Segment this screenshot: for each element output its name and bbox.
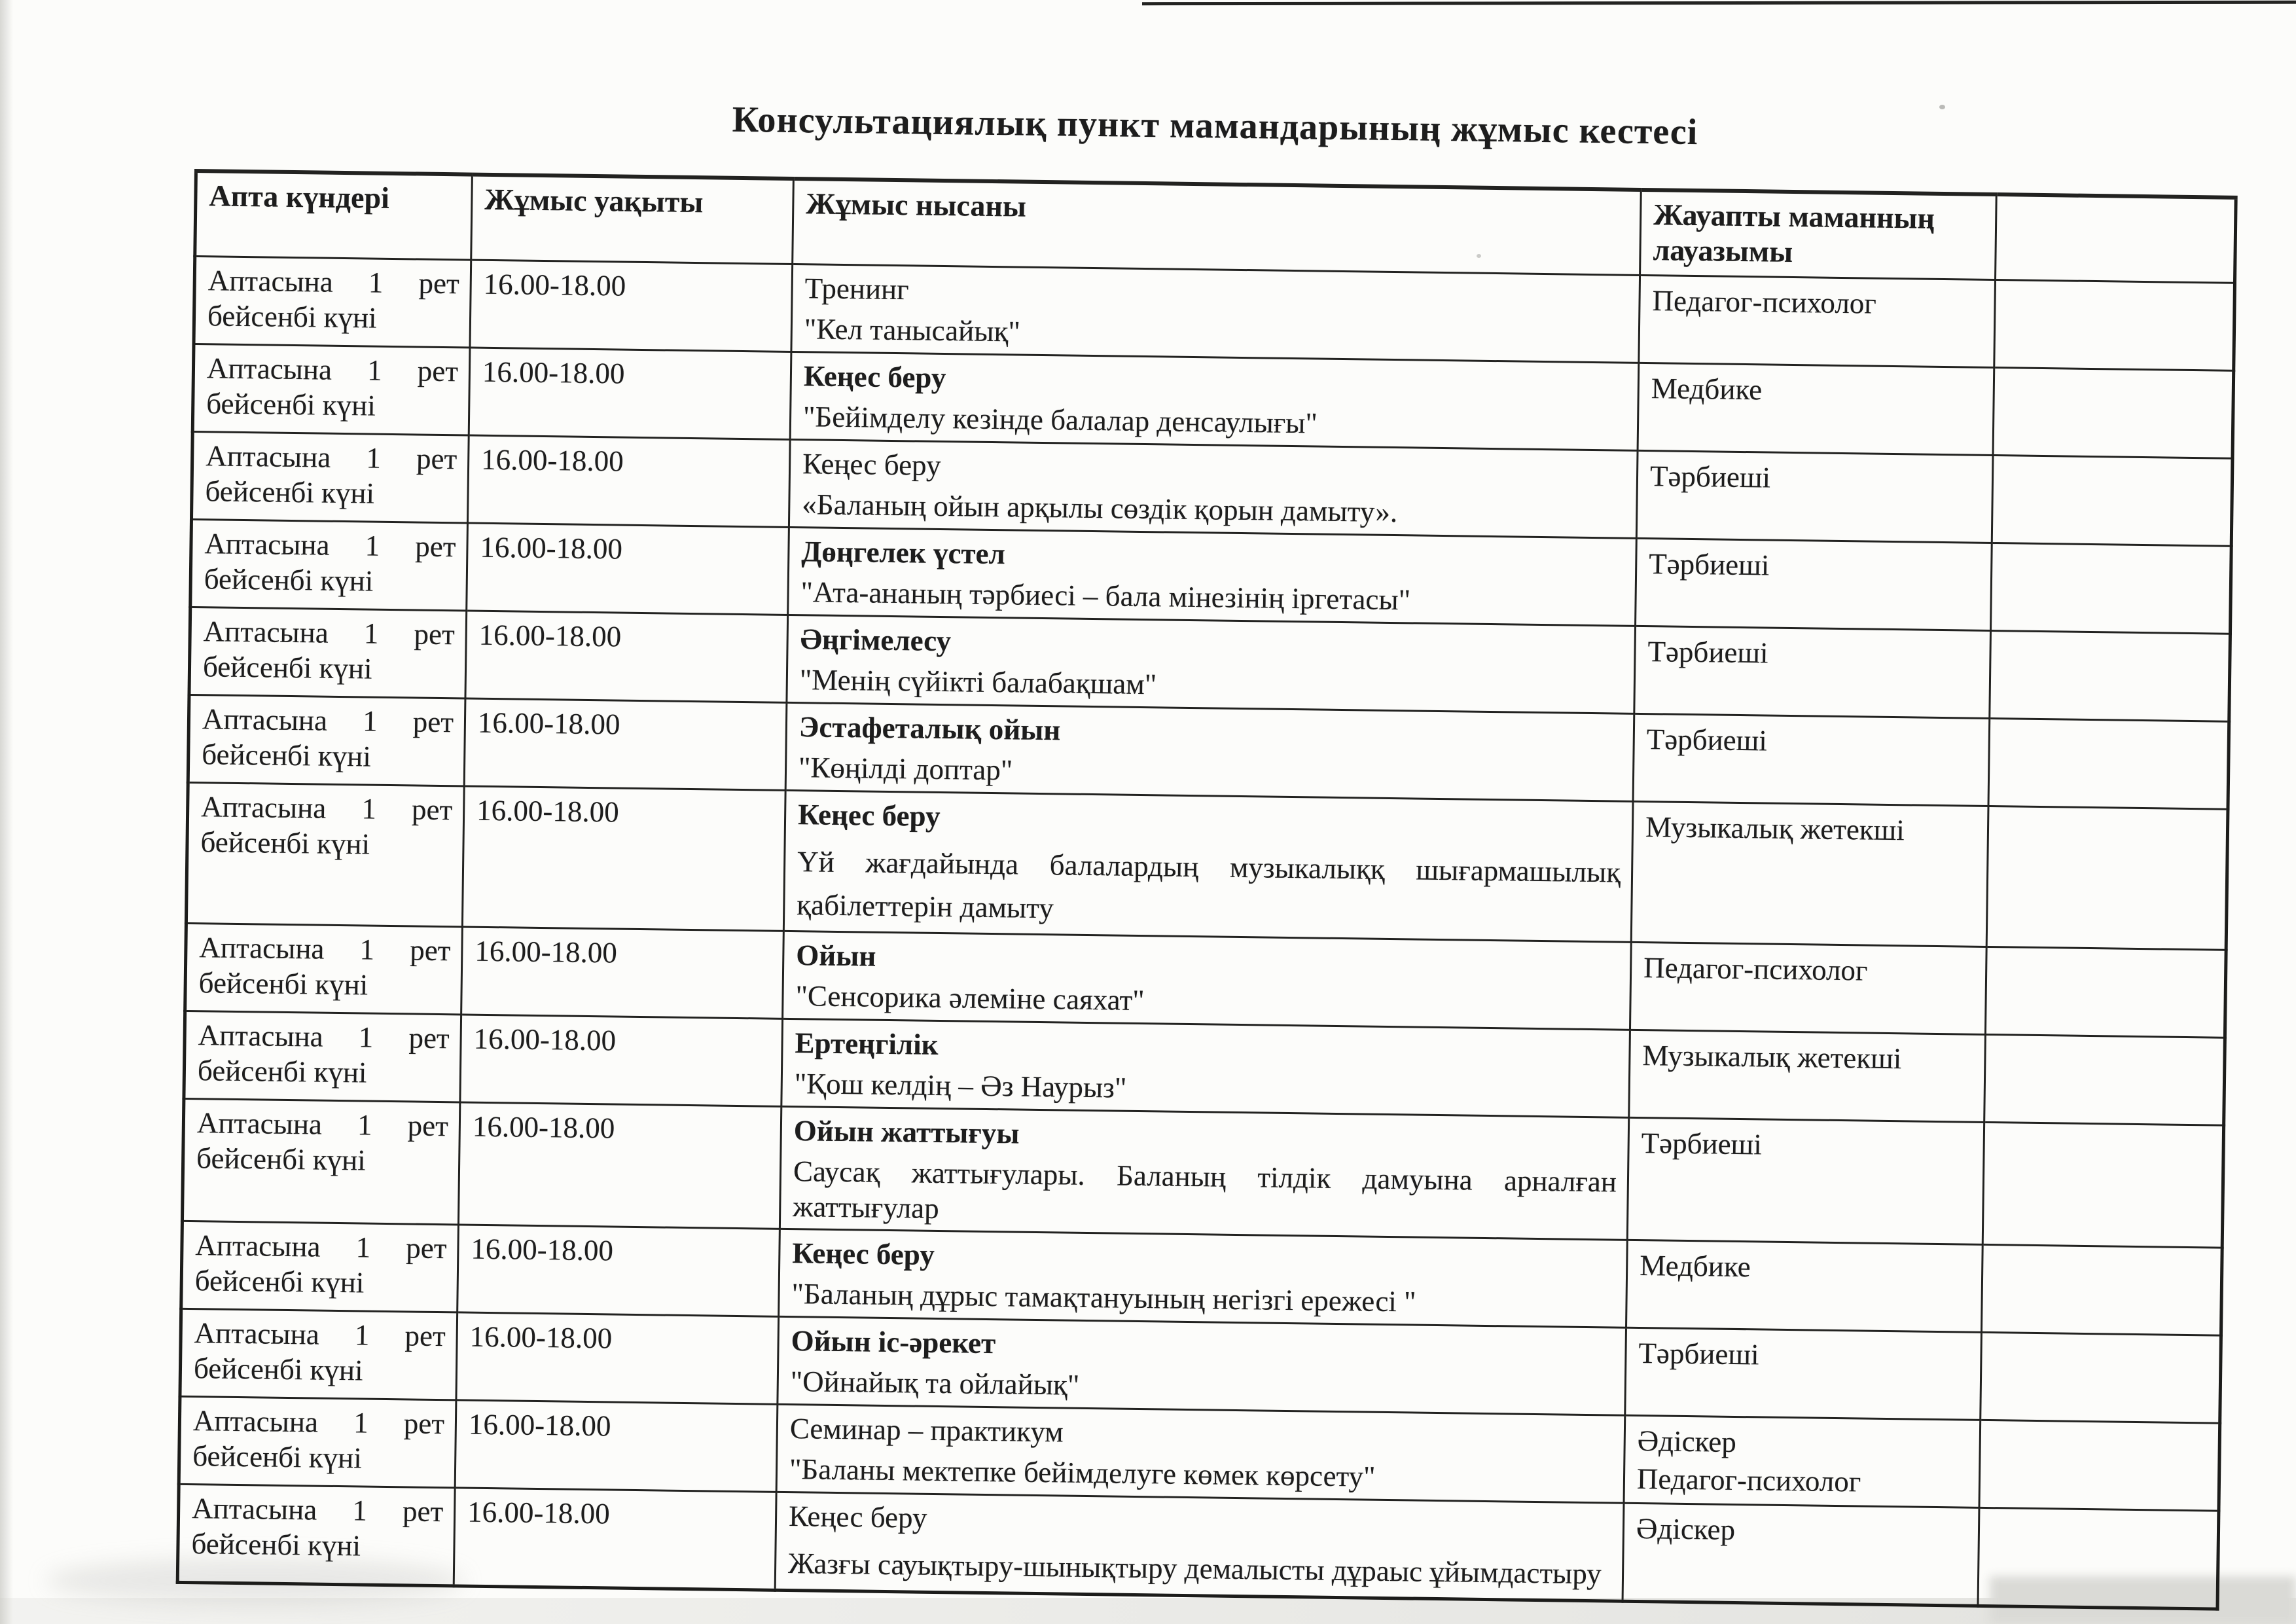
responsible-line: Медбике [1651, 372, 1763, 406]
empty-cell [1978, 1507, 2219, 1609]
time-cell: 16.00-18.00 [455, 1400, 778, 1492]
form-detail: Саусақ жаттығулары. Баланың тілдік дамуына арналған жаттығулар [793, 1155, 1617, 1225]
form-title: Семинар – практикум [789, 1412, 1064, 1449]
form-title: Дөңгелек үстел [801, 535, 1006, 571]
day-cell: Аптасына 1 рет бейсенбі күні [185, 923, 463, 1015]
responsible-cell [1639, 275, 1996, 367]
responsible-cell [1630, 942, 1986, 1034]
time-cell: 16.00-18.00 [469, 348, 791, 439]
form-title: Эстафеталық ойын [798, 710, 1061, 747]
time-cell: 16.00-18.00 [462, 786, 785, 931]
time-cell: 16.00-18.00 [464, 698, 787, 790]
form-cell [789, 439, 1638, 538]
form-cell [791, 264, 1640, 363]
responsible-line: Музыкалық жетекші [1645, 810, 1905, 847]
responsible-cell [1631, 801, 1988, 947]
form-detail: "Менің сүйікті балабақшам" [799, 663, 1157, 701]
form-detail: "Көңілді доптар" [798, 751, 1013, 787]
form-detail: "Қош келдің – Әз Наурыз" [794, 1067, 1127, 1104]
responsible-cell [1624, 1415, 1981, 1507]
responsible-line: Әдіскер [1637, 1424, 1737, 1459]
day-cell: Аптасына 1 рет бейсенбі күні [181, 1221, 459, 1312]
responsible-line: Тәрбиеші [1648, 547, 1770, 582]
time-cell: 16.00-18.00 [456, 1312, 779, 1404]
responsible-cell [1627, 1117, 1984, 1244]
header-extra [1996, 194, 2236, 283]
form-cell [787, 615, 1636, 713]
document-sheet [176, 99, 2234, 1611]
page-title: Консультациялық пункт мамандарының жұмыс кестесі [732, 99, 1698, 153]
day-cell: Аптасына 1 рет бейсенбі күні [182, 1098, 459, 1225]
time-cell: 16.00-18.00 [458, 1102, 781, 1229]
day-cell: Аптасына 1 рет бейсенбі күні [194, 257, 471, 348]
header-form: Жұмыс нысаны [793, 179, 1641, 275]
responsible-cell [1623, 1503, 1979, 1606]
empty-cell [1988, 718, 2229, 809]
time-cell: 16.00-18.00 [454, 1488, 776, 1590]
responsible-line: Әдіскер [1636, 1512, 1736, 1546]
scan-top-edge-line [1142, 1, 2296, 5]
responsible-cell [1625, 1327, 1982, 1420]
form-cell [783, 790, 1633, 942]
header-responsible: Жауапты маманның лауазымы [1640, 190, 1997, 280]
schedule-table-body [177, 257, 2234, 1610]
responsible-line: Педагог-психолог [1636, 1462, 1861, 1498]
form-title: Ертеңгілік [795, 1026, 939, 1061]
responsible-cell [1626, 1240, 1983, 1332]
form-title: Әңгімелесу [800, 623, 952, 658]
day-cell: Аптасына 1 рет бейсенбі күні [188, 695, 465, 786]
empty-cell [1982, 1122, 2223, 1248]
form-title: Кеңес беру [788, 1500, 927, 1534]
responsible-line: Тәрбиеші [1646, 723, 1768, 757]
day-cell: Аптасына 1 рет бейсенбі күні [189, 607, 467, 698]
form-detail: "Ойнайық та ойлайық" [790, 1365, 1080, 1401]
time-cell: 16.00-18.00 [461, 927, 784, 1019]
form-title: Кеңес беру [797, 798, 941, 833]
form-title: Тренинг [804, 272, 909, 306]
responsible-line: Тәрбиеші [1641, 1127, 1763, 1161]
form-detail: "Бейімделу кезінде балалар денсаулығы" [802, 400, 1318, 440]
day-cell: Аптасына 1 рет бейсенбі күні [192, 344, 470, 436]
responsible-cell [1634, 626, 1991, 718]
form-title: Ойын іс-әрекет [791, 1324, 996, 1360]
responsible-cell [1633, 713, 1990, 806]
empty-cell [1993, 368, 2234, 459]
time-cell: 16.00-18.00 [460, 1015, 783, 1106]
responsible-cell [1629, 1030, 1986, 1122]
form-title: Ойын жаттығуы [793, 1114, 1020, 1150]
responsible-line: Педагог-психолог [1643, 951, 1868, 987]
empty-cell [1979, 1420, 2220, 1511]
form-detail: Үй жағдайында балалардың музыкалыққ шығармашылық қабілеттерін дамыту [797, 845, 1621, 925]
responsible-cell [1636, 538, 1992, 630]
header-time: Жұмыс уақыты [471, 175, 794, 264]
scan-left-edge-shadow [0, 0, 13, 1624]
form-cell [780, 1106, 1628, 1240]
responsible-line: Тәрбиеші [1649, 460, 1771, 494]
day-cell: Аптасына 1 рет бейсенбі күні [177, 1484, 455, 1586]
header-days: Апта күндері [195, 171, 473, 260]
form-cell [776, 1404, 1625, 1503]
day-cell: Аптасына 1 рет бейсенбі күні [179, 1396, 456, 1488]
day-cell: Аптасына 1 рет бейсенбі күні [180, 1308, 457, 1400]
day-cell: Аптасына 1 рет бейсенбі күні [191, 431, 469, 523]
time-cell: 16.00-18.00 [470, 260, 793, 352]
schedule-table [176, 169, 2238, 1611]
responsible-line: Тәрбиеші [1647, 635, 1768, 670]
day-cell: Аптасына 1 рет бейсенбі күні [190, 519, 468, 611]
form-detail: "Сенсорика әлеміне саяхат" [795, 979, 1145, 1017]
responsible-cell [1636, 450, 1993, 543]
empty-cell [1981, 1332, 2221, 1423]
empty-cell [1992, 456, 2233, 547]
form-cell [785, 702, 1634, 801]
empty-cell [1981, 1244, 2222, 1335]
time-cell: 16.00-18.00 [467, 435, 790, 527]
responsible-line: Тәрбиеші [1638, 1337, 1759, 1371]
form-cell [788, 527, 1637, 626]
responsible-cell [1638, 363, 1994, 455]
form-cell [781, 1019, 1630, 1117]
form-detail: "Ата-ананың тәрбиесі – бала мінезінің іргетасы" [800, 575, 1411, 617]
day-cell: Аптасына 1 рет бейсенбі күні [184, 1011, 461, 1102]
form-title: Кеңес беру [803, 359, 946, 395]
responsible-line: Медбике [1639, 1249, 1751, 1284]
time-cell: 16.00-18.00 [467, 523, 789, 615]
table-row [186, 782, 2228, 950]
form-detail: Жазғы сауықтыру-шынықтыру демалысты дұраыс ұйымдастыру [787, 1547, 1602, 1591]
form-detail: "Баланың дұрыс тамақтануының негізгі ережесі " [791, 1277, 1416, 1318]
form-detail: «Баланың ойын арқылы сөздік қорын дамыту». [802, 488, 1398, 529]
form-cell [775, 1492, 1624, 1601]
responsible-line: Педагог-психолог [1652, 284, 1877, 320]
scan-speck [1939, 105, 1945, 109]
responsible-line: Музыкалық жетекші [1642, 1039, 1902, 1075]
empty-cell [1984, 1034, 2225, 1125]
empty-cell [1985, 947, 2226, 1038]
empty-cell [1994, 280, 2235, 371]
form-detail: "Баланы мектепке бейімделуге көмек көрсету" [789, 1453, 1376, 1493]
empty-cell [1990, 630, 2231, 721]
form-title: Кеңес беру [792, 1236, 935, 1271]
day-cell: Аптасына 1 рет бейсенбі күні [186, 782, 464, 927]
time-cell: 16.00-18.00 [465, 611, 788, 702]
form-cell [779, 1229, 1628, 1327]
form-detail: "Кел танысайық" [804, 312, 1021, 348]
empty-cell [1991, 543, 2232, 634]
empty-cell [1986, 806, 2228, 950]
form-cell [778, 1316, 1626, 1415]
form-title: Кеңес беру [802, 447, 941, 482]
form-cell [783, 931, 1632, 1030]
form-cell [790, 352, 1639, 450]
form-title: Ойын [796, 939, 876, 973]
time-cell: 16.00-18.00 [457, 1225, 780, 1316]
